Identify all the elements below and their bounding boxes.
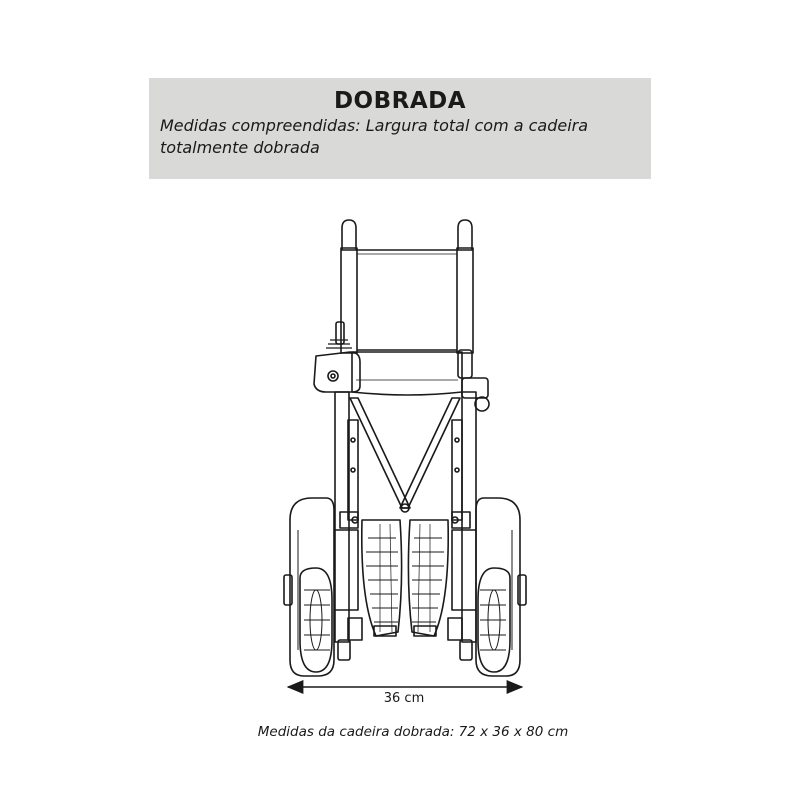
- folded-dimensions-caption: Medidas da cadeira dobrada: 72 x 36 x 80 cm: [257, 724, 569, 740]
- footrests: [362, 520, 448, 636]
- push-handles: [341, 220, 473, 353]
- seat: [352, 352, 462, 395]
- left-wheel: [284, 498, 334, 676]
- right-wheel: [476, 498, 526, 676]
- joystick-controller: [314, 322, 360, 392]
- header-title: DOBRADA: [333, 88, 467, 114]
- motor-housings: [334, 512, 476, 640]
- width-dimension-label: 36 cm: [383, 691, 425, 706]
- front-casters: [338, 640, 472, 660]
- backrest: [357, 250, 457, 350]
- cross-brace: [350, 398, 460, 512]
- wheelchair-drawing: [284, 220, 526, 676]
- header-description: Medidas compreendidas: Largura total com a cadeira totalmente dobrada: [160, 116, 589, 157]
